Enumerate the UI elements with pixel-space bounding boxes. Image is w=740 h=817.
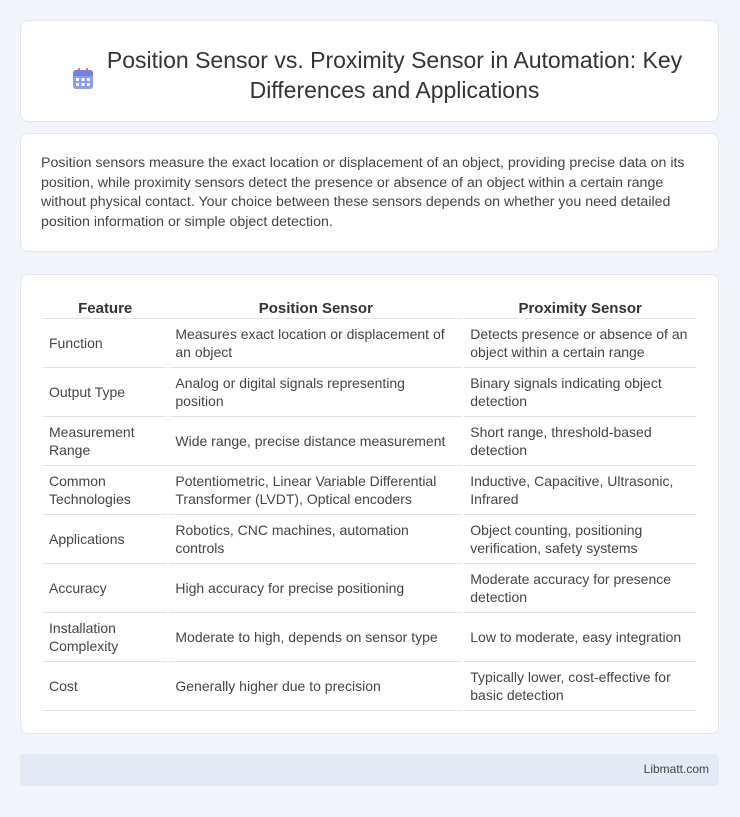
feature-cell: Common Technologies	[43, 466, 167, 515]
feature-cell: Applications	[43, 515, 167, 564]
position-sensor-cell: Measures exact location or displacement of an object	[169, 319, 462, 368]
proximity-sensor-cell: Moderate accuracy for presence detection	[464, 564, 696, 613]
feature-cell: Output Type	[43, 368, 167, 417]
position-sensor-cell: Robotics, CNC machines, automation controls	[169, 515, 462, 564]
intro-card	[20, 133, 719, 252]
proximity-sensor-cell: Typically lower, cost-effective for basic detection	[464, 662, 696, 711]
position-sensor-cell: Analog or digital signals representing position	[169, 368, 462, 417]
column-header-feature: Feature	[43, 295, 167, 319]
footer-site-link[interactable]: Libmatt.com	[643, 762, 709, 776]
feature-cell: Installation Complexity	[43, 613, 167, 662]
column-header-position-sensor: Position Sensor	[169, 295, 462, 319]
table-row	[43, 613, 696, 662]
position-sensor-cell: High accuracy for precise positioning	[169, 564, 462, 613]
position-sensor-cell: Moderate to high, depends on sensor type	[169, 613, 462, 662]
table-row	[43, 319, 696, 368]
position-sensor-cell: Potentiometric, Linear Variable Differential Transformer (LVDT), Optical encoders	[169, 466, 462, 515]
proximity-sensor-cell: Detects presence or absence of an object within a certain range	[464, 319, 696, 368]
column-header-proximity-sensor: Proximity Sensor	[464, 295, 696, 319]
position-sensor-cell: Generally higher due to precision	[169, 662, 462, 711]
table-header-row	[43, 295, 696, 319]
table-row	[43, 515, 696, 564]
proximity-sensor-cell: Low to moderate, easy integration	[464, 613, 696, 662]
feature-cell: Function	[43, 319, 167, 368]
table-row	[43, 368, 696, 417]
footer	[20, 754, 719, 786]
proximity-sensor-cell: Short range, threshold-based detection	[464, 417, 696, 466]
position-sensor-cell: Wide range, precise distance measurement	[169, 417, 462, 466]
table-row	[43, 417, 696, 466]
proximity-sensor-cell: Inductive, Capacitive, Ultrasonic, Infrared	[464, 466, 696, 515]
table-row	[43, 662, 696, 711]
title-card	[20, 20, 719, 122]
feature-cell: Accuracy	[43, 564, 167, 613]
feature-cell: Measurement Range	[43, 417, 167, 466]
table-row	[43, 466, 696, 515]
page-title: Position Sensor vs. Proximity Sensor in Automation: Key Differences and Applications	[106, 47, 683, 103]
intro-paragraph: Position sensors measure the exact location or displacement of an object, providing precise data on its position, while proximity sensors detect the presence or absence of an object within a certain range without physical contact. Your choice between these sensors depends on whether you need detailed position information or simple object detection.	[41, 155, 685, 230]
table-row	[43, 564, 696, 613]
feature-cell: Cost	[43, 662, 167, 711]
proximity-sensor-cell: Object counting, positioning verification, safety systems	[464, 515, 696, 564]
proximity-sensor-cell: Binary signals indicating object detection	[464, 368, 696, 417]
comparison-table-card	[20, 274, 719, 734]
comparison-table	[41, 295, 698, 711]
